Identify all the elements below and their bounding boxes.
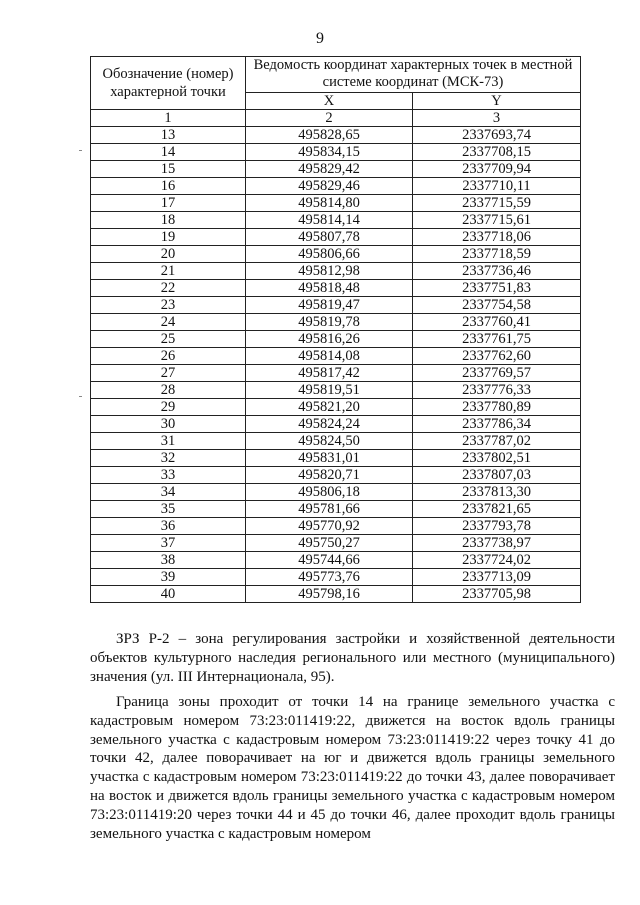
table-row xyxy=(91,195,581,212)
y-coordinate-cell: 2337724,02 xyxy=(413,552,581,569)
point-number-cell: 33 xyxy=(91,467,246,484)
y-coordinate-cell: 2337713,09 xyxy=(413,569,581,586)
point-designation-header: Обозначение (номер) характерной точки xyxy=(91,57,246,110)
page-number: 9 xyxy=(316,30,324,47)
point-number-cell: 27 xyxy=(91,365,246,382)
x-coordinate-cell: 495814,14 xyxy=(246,212,413,229)
x-coordinate-cell: 495819,78 xyxy=(246,314,413,331)
scan-mark xyxy=(79,396,82,397)
y-column-header: Y xyxy=(413,92,581,109)
y-coordinate-cell: 2337705,98 xyxy=(413,586,581,603)
table-row xyxy=(91,552,581,569)
y-coordinate-cell: 2337780,89 xyxy=(413,399,581,416)
table-row xyxy=(91,484,581,501)
table-row xyxy=(91,467,581,484)
point-number-cell: 18 xyxy=(91,212,246,229)
x-coordinate-cell: 495824,50 xyxy=(246,433,413,450)
table-row xyxy=(91,246,581,263)
table-row xyxy=(91,416,581,433)
x-coordinate-cell: 495750,27 xyxy=(246,535,413,552)
y-coordinate-cell: 2337760,41 xyxy=(413,314,581,331)
table-row xyxy=(91,212,581,229)
point-number-cell: 38 xyxy=(91,552,246,569)
table-row xyxy=(91,501,581,518)
column-number-1: 1 xyxy=(91,110,246,127)
table-row xyxy=(91,314,581,331)
table-row xyxy=(91,127,581,144)
point-number-cell: 17 xyxy=(91,195,246,212)
x-coordinate-cell: 495834,15 xyxy=(246,144,413,161)
y-coordinate-cell: 2337793,78 xyxy=(413,518,581,535)
y-coordinate-cell: 2337708,15 xyxy=(413,144,581,161)
y-coordinate-cell: 2337718,06 xyxy=(413,229,581,246)
x-coordinate-cell: 495820,71 xyxy=(246,467,413,484)
x-coordinate-cell: 495814,08 xyxy=(246,348,413,365)
table-row xyxy=(91,348,581,365)
point-number-cell: 14 xyxy=(91,144,246,161)
point-number-cell: 39 xyxy=(91,569,246,586)
x-coordinate-cell: 495806,18 xyxy=(246,484,413,501)
boundary-description xyxy=(90,693,615,843)
table-row xyxy=(91,178,581,195)
scan-mark xyxy=(79,150,82,151)
table-row xyxy=(91,280,581,297)
y-coordinate-cell: 2337807,03 xyxy=(413,467,581,484)
y-coordinate-cell: 2337761,75 xyxy=(413,331,581,348)
column-number-2: 2 xyxy=(246,110,413,127)
table-row xyxy=(91,331,581,348)
x-coordinate-cell: 495828,65 xyxy=(246,127,413,144)
point-number-cell: 22 xyxy=(91,280,246,297)
y-coordinate-cell: 2337715,59 xyxy=(413,195,581,212)
y-coordinate-cell: 2337693,74 xyxy=(413,127,581,144)
y-coordinate-cell: 2337813,30 xyxy=(413,484,581,501)
y-coordinate-cell: 2337715,61 xyxy=(413,212,581,229)
point-number-cell: 16 xyxy=(91,178,246,195)
y-coordinate-cell: 2337802,51 xyxy=(413,450,581,467)
y-coordinate-cell: 2337769,57 xyxy=(413,365,581,382)
table-row xyxy=(91,450,581,467)
x-coordinate-cell: 495817,42 xyxy=(246,365,413,382)
y-coordinate-cell: 2337710,11 xyxy=(413,178,581,195)
table-row xyxy=(91,586,581,603)
coordinates-group-header: Ведомость координат характерных точек в местной системе координат (МСК-73) xyxy=(246,57,581,93)
x-coordinate-cell: 495781,66 xyxy=(246,501,413,518)
point-number-cell: 19 xyxy=(91,229,246,246)
x-coordinate-cell: 495773,76 xyxy=(246,569,413,586)
table-row xyxy=(91,263,581,280)
point-number-cell: 37 xyxy=(91,535,246,552)
point-number-cell: 30 xyxy=(91,416,246,433)
table-row xyxy=(91,433,581,450)
x-coordinate-cell: 495819,51 xyxy=(246,382,413,399)
coordinates-table xyxy=(90,56,581,603)
point-number-cell: 25 xyxy=(91,331,246,348)
point-number-cell: 28 xyxy=(91,382,246,399)
table-row xyxy=(91,518,581,535)
point-number-cell: 23 xyxy=(91,297,246,314)
column-number-3: 3 xyxy=(413,110,581,127)
table-row xyxy=(91,365,581,382)
x-coordinate-cell: 495819,47 xyxy=(246,297,413,314)
point-number-cell: 26 xyxy=(91,348,246,365)
point-number-cell: 20 xyxy=(91,246,246,263)
point-number-cell: 32 xyxy=(91,450,246,467)
point-number-cell: 13 xyxy=(91,127,246,144)
x-coordinate-cell: 495821,20 xyxy=(246,399,413,416)
y-coordinate-cell: 2337736,46 xyxy=(413,263,581,280)
table-row xyxy=(91,569,581,586)
table-row xyxy=(91,399,581,416)
point-number-cell: 24 xyxy=(91,314,246,331)
table-row xyxy=(91,297,581,314)
point-number-cell: 29 xyxy=(91,399,246,416)
y-coordinate-cell: 2337751,83 xyxy=(413,280,581,297)
y-coordinate-cell: 2337786,34 xyxy=(413,416,581,433)
x-coordinate-cell: 495806,66 xyxy=(246,246,413,263)
point-number-cell: 34 xyxy=(91,484,246,501)
point-number-cell: 21 xyxy=(91,263,246,280)
table-row xyxy=(91,161,581,178)
point-number-cell: 36 xyxy=(91,518,246,535)
zone-paragraph: ЗРЗ Р-2 – зона регулирования застройки и хозяйственной деятельности объектов культурного наследия регионального или местного (муниципального) значения (ул. III Интернационала, 95). xyxy=(90,631,615,685)
y-coordinate-cell: 2337709,94 xyxy=(413,161,581,178)
table-row xyxy=(91,144,581,161)
y-coordinate-cell: 2337738,97 xyxy=(413,535,581,552)
y-coordinate-cell: 2337718,59 xyxy=(413,246,581,263)
x-coordinate-cell: 495807,78 xyxy=(246,229,413,246)
y-coordinate-cell: 2337776,33 xyxy=(413,382,581,399)
point-number-cell: 40 xyxy=(91,586,246,603)
x-coordinate-cell: 495744,66 xyxy=(246,552,413,569)
x-column-header: X xyxy=(246,92,413,109)
table-row xyxy=(91,229,581,246)
y-coordinate-cell: 2337754,58 xyxy=(413,297,581,314)
y-coordinate-cell: 2337762,60 xyxy=(413,348,581,365)
x-coordinate-cell: 495770,92 xyxy=(246,518,413,535)
x-coordinate-cell: 495824,24 xyxy=(246,416,413,433)
x-coordinate-cell: 495798,16 xyxy=(246,586,413,603)
y-coordinate-cell: 2337787,02 xyxy=(413,433,581,450)
y-coordinate-cell: 2337821,65 xyxy=(413,501,581,518)
coordinates-table-body xyxy=(91,127,581,603)
table-row xyxy=(91,382,581,399)
x-coordinate-cell: 495831,01 xyxy=(246,450,413,467)
x-coordinate-cell: 495829,42 xyxy=(246,161,413,178)
table-row xyxy=(91,535,581,552)
x-coordinate-cell: 495818,48 xyxy=(246,280,413,297)
x-coordinate-cell: 495814,80 xyxy=(246,195,413,212)
x-coordinate-cell: 495816,26 xyxy=(246,331,413,348)
x-coordinate-cell: 495812,98 xyxy=(246,263,413,280)
point-number-cell: 31 xyxy=(91,433,246,450)
x-coordinate-cell: 495829,46 xyxy=(246,178,413,195)
point-number-cell: 35 xyxy=(91,501,246,518)
zone-description xyxy=(90,630,615,686)
boundary-paragraph: Граница зоны проходит от точки 14 на границе земельного участка с кадастровым номером 73:23:011419:22, движется на восток вдоль границы земельного участка с кадастровым номером 73:23:011419:22 через точку 41 до точки 42, далее поворачивает на юг и движется вдоль границы земельного участка с кадастровым номером 73:23:011419:22 до точки 43, далее поворачивает на восток и движется вдоль границы земельного участка с кадастровым номером 73:23:011419:20 через точки 44 и 45 до точки 46, далее проходит вдоль границы земельного участка с кадастровым номером xyxy=(90,694,615,842)
point-number-cell: 15 xyxy=(91,161,246,178)
